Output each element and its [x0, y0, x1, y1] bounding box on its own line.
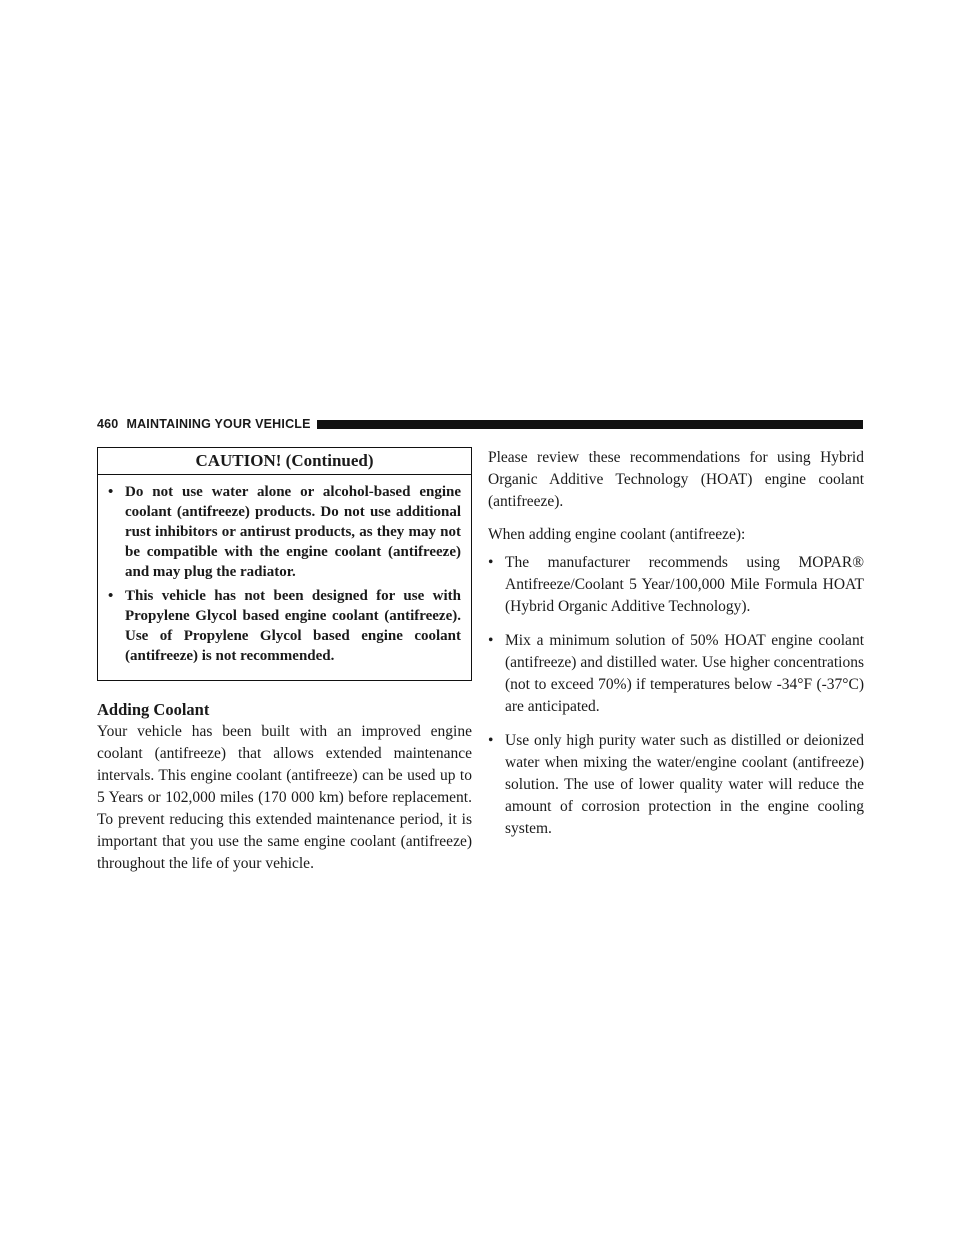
bullet-icon: • — [488, 632, 494, 649]
caution-item — [108, 586, 461, 666]
caution-title: CAUTION! (Continued) — [98, 448, 471, 475]
recommendation-text: Use only high purity water such as distilled or deionized water when mixing the water/engine coolant (antifreeze) solution. The use of lower quality water will reduce the amount of corrosion protection in the engine cooling system. — [505, 732, 864, 837]
page-number: 460 — [97, 417, 119, 431]
page-header — [97, 416, 863, 432]
adding-coolant-heading: Adding Coolant — [97, 700, 210, 719]
recommendation-text: Mix a minimum solution of 50% HOAT engine coolant (antifreeze) and distilled water. Use higher concentrations (not to exceed 70%) if temperatures below -34°F (-37°C) are anticipated. — [505, 632, 864, 715]
recommendation-text: The manufacturer recommends using MOPAR® Antifreeze/Coolant 5 Year/100,000 Mile Formula HOAT (Hybrid Organic Additive Technology). — [505, 554, 864, 615]
caution-box — [97, 447, 472, 681]
caution-list — [98, 475, 471, 680]
recommendation-item — [488, 630, 864, 718]
bullet-icon: • — [108, 588, 114, 604]
section-title: MAINTAINING YOUR VEHICLE — [126, 417, 311, 431]
recommendation-list — [488, 552, 864, 840]
caution-item-text: Do not use water alone or alcohol-based engine coolant (antifreeze) products. Do not use additional rust inhibitors or antirust products, as they may not be compatible with the engine coolant (antifreeze) and may plug the radiator. — [125, 484, 461, 580]
hoat-intro-paragraph: Please review these recommendations for using Hybrid Organic Additive Technology (HOAT) engine coolant (antifreeze). — [488, 449, 864, 510]
left-column — [97, 447, 472, 875]
bullet-icon: • — [488, 732, 494, 749]
caution-item — [108, 482, 461, 582]
adding-coolant-body: Your vehicle has been built with an improved engine coolant (antifreeze) that allows extended maintenance intervals. This engine coolant (antifreeze) can be used up to 5 Years or 102,000 miles (170 000 km) before replacement. To prevent reducing this extended maintenance period, it is important that you use the same engine coolant (antifreeze) throughout the life of your vehicle. — [97, 723, 472, 872]
bullet-icon: • — [108, 484, 114, 500]
caution-item-text: This vehicle has not been designed for use with Propylene Glycol based engine coolant (antifreeze). Use of Propylene Glycol based engine coolant (antifreeze) is not recommended. — [125, 588, 461, 664]
bullet-icon: • — [488, 554, 494, 571]
adding-lead-in: When adding engine coolant (antifreeze): — [488, 526, 746, 543]
recommendation-item — [488, 552, 864, 618]
header-rule — [317, 420, 863, 429]
recommendation-item — [488, 730, 864, 840]
right-column — [488, 447, 864, 852]
